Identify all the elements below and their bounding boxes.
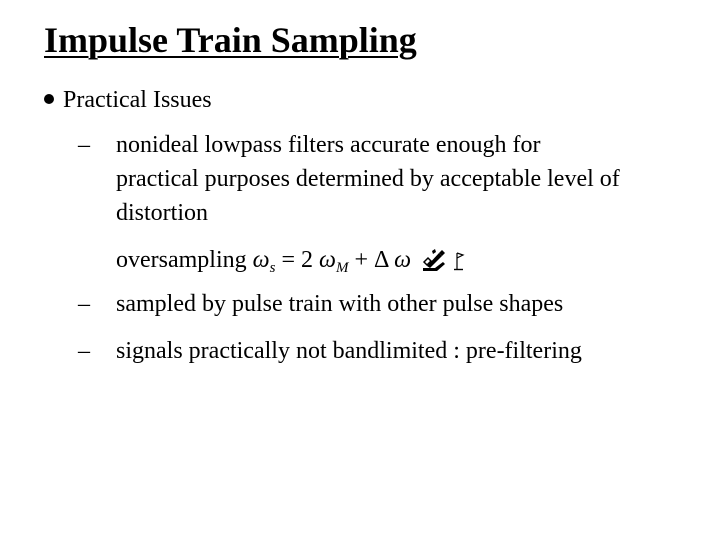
sub-item-line: distortion xyxy=(116,200,209,226)
equation-middle: = 2 xyxy=(275,247,319,273)
oversampling-label: oversampling xyxy=(116,247,247,273)
hand-writing-icon xyxy=(421,248,447,272)
bullet-dot-icon xyxy=(44,94,54,104)
slide-title: Impulse Train Sampling xyxy=(44,20,417,60)
subscript-m: M xyxy=(335,260,349,276)
sub-item-line: practical purposes determined by acceptable level of xyxy=(116,166,620,192)
omega-symbol: ω xyxy=(394,247,412,273)
bullet-practical-issues xyxy=(44,84,212,116)
dash-marker: – xyxy=(78,338,90,364)
dash-marker: – xyxy=(78,132,90,158)
equation-end: + Δ xyxy=(348,247,395,273)
omega-symbol: ω xyxy=(318,247,336,273)
omega-symbol: ω xyxy=(252,247,270,273)
dash-marker: – xyxy=(78,291,90,317)
sub-item-pulse-train: sampled by pulse train with other pulse shapes xyxy=(116,291,564,317)
oversampling-line xyxy=(116,243,467,285)
small-flag-icon xyxy=(453,250,467,272)
bullet-label: Practical Issues xyxy=(63,87,212,113)
sub-item-filters xyxy=(116,128,620,230)
subscript-s: s xyxy=(269,260,276,276)
annotation-icons xyxy=(421,248,467,282)
sub-item-bandlimited: signals practically not bandlimited : pre-filtering xyxy=(116,338,582,364)
sub-item-line: nonideal lowpass filters accurate enough for xyxy=(116,132,541,158)
